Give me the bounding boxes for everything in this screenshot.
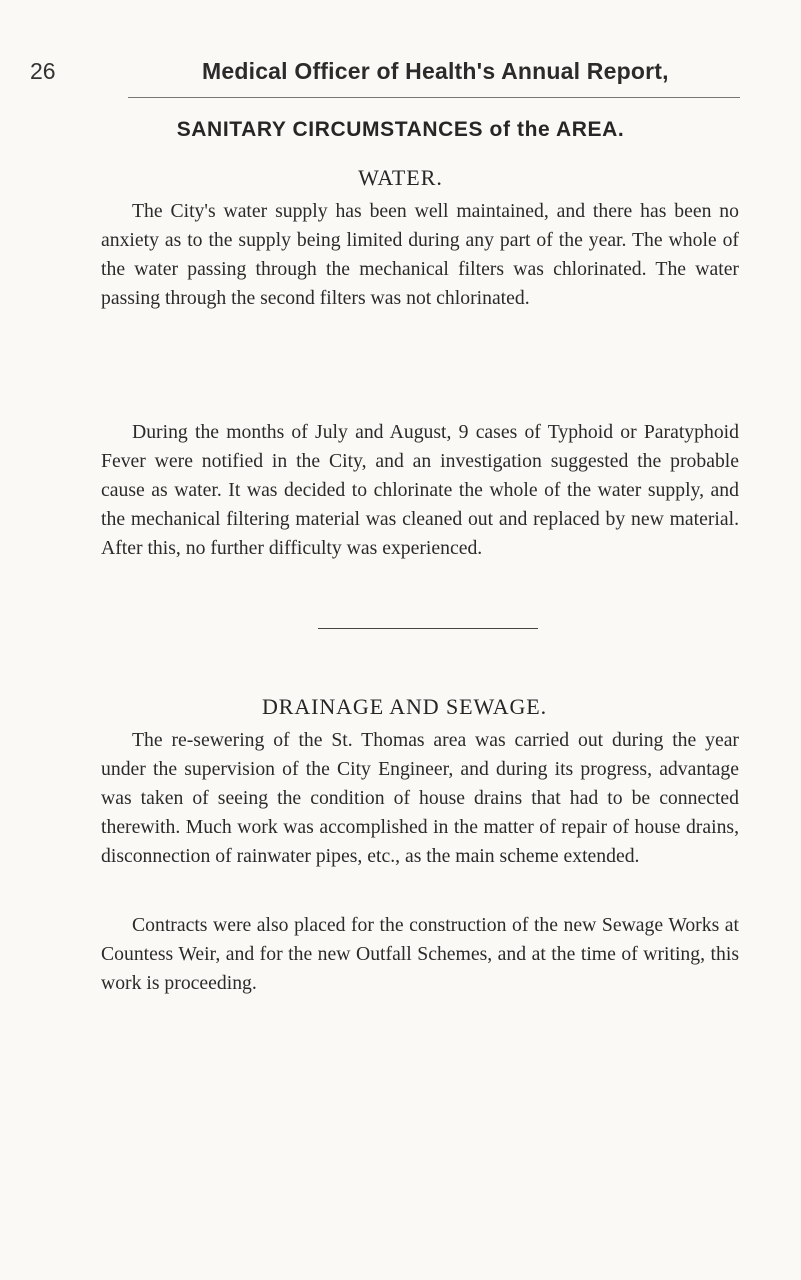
drainage-paragraph-1: The re-sewering of the St. Thomas area was carried out during the year under the supervision of the City Engineer, and during its progress, advantage was taken of seeing the condition of house drains that had to be connected therewith. Much work was accomplished in the matter of repair of house drains, disconnection of rainwater pipes, etc., as the main scheme extended.	[101, 729, 739, 867]
subsection-heading-water: WATER.	[358, 165, 443, 190]
page-number: 26	[30, 58, 56, 84]
water-paragraph-2: During the months of July and August, 9 cases of Typhoid or Paratyphoid Fever were notified in the City, and an investigation suggested the probable cause as water. It was decided to chlorinate the whole of the water supply, and the mechanical filtering material was cleaned out and replaced by new material. After this, no further difficulty was experienced.	[101, 421, 739, 559]
section-heading-sanitary: SANITARY CIRCUMSTANCES of the AREA.	[176, 118, 625, 141]
header-rule	[128, 97, 740, 98]
section-divider	[318, 628, 538, 629]
drainage-paragraph-2: Contracts were also placed for the construction of the new Sewage Works at Countess Weir, and for the new Outfall Schemes, and at the time of writing, this work is proceeding.	[101, 914, 739, 994]
water-paragraph-1: The City's water supply has been well maintained, and there has been no anxiety as to the supply being limited during any part of the year. The whole of the water passing through the mechanical filters was chlorinated. The water passing through the second filters was not chlorinated.	[101, 200, 739, 309]
running-title: Medical Officer of Health's Annual Report,	[202, 58, 669, 84]
subsection-heading-drainage: DRAINAGE AND SEWAGE.	[261, 694, 548, 719]
page-header	[30, 58, 750, 94]
